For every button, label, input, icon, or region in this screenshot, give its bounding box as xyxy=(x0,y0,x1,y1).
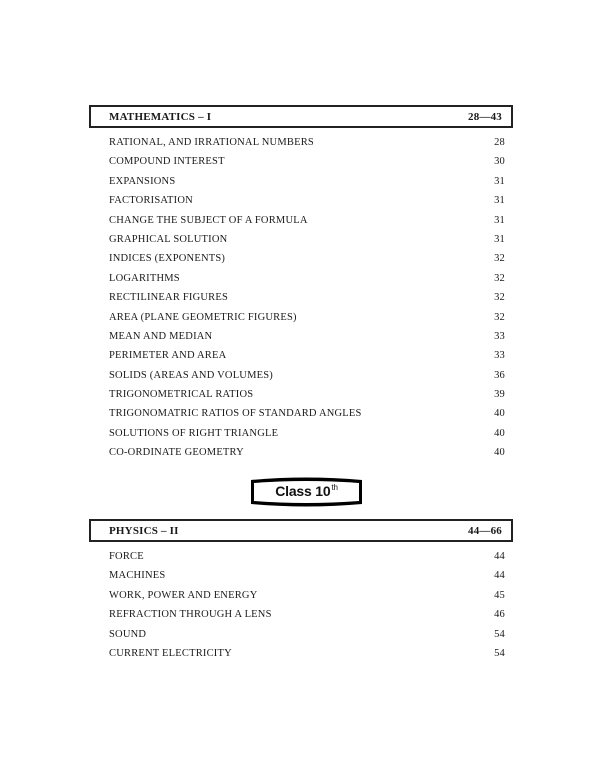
toc-item[interactable] xyxy=(109,312,505,331)
toc-item-page: 54 xyxy=(494,647,505,659)
toc-item-page: 31 xyxy=(494,195,505,207)
banner-superscript: th xyxy=(331,483,338,492)
toc-item-page: 36 xyxy=(494,369,505,381)
toc-item-title: AREA (PLANE GEOMETRIC FIGURES) xyxy=(109,311,297,323)
section-page-range: 28—43 xyxy=(468,111,502,123)
toc-item-page: 44 xyxy=(494,551,505,562)
toc-item-title: WORK, POWER AND ENERGY xyxy=(109,589,258,601)
toc-item[interactable] xyxy=(109,156,505,175)
toc-item-title: CURRENT ELECTRICITY xyxy=(109,647,232,659)
toc-item-title: SOUND xyxy=(109,628,147,640)
toc-item-page: 33 xyxy=(494,330,505,342)
toc-item-page: 32 xyxy=(494,253,505,265)
toc-item-title: EXPANSIONS xyxy=(109,175,176,187)
toc-item[interactable] xyxy=(109,350,505,369)
section-title: PHYSICS – II xyxy=(109,525,179,537)
toc-item-page: 32 xyxy=(494,272,505,284)
toc-item-title: TRIGONOMATRIC RATIOS OF STANDARD ANGLES xyxy=(109,408,362,420)
toc-item[interactable] xyxy=(109,331,505,350)
toc-item[interactable] xyxy=(109,253,505,272)
toc-item[interactable] xyxy=(109,234,505,253)
toc-item-page: 33 xyxy=(494,350,505,362)
toc-item-page: 40 xyxy=(494,427,505,439)
section-title: MATHEMATICS – I xyxy=(109,111,212,123)
section-header-physics xyxy=(89,519,513,542)
toc-item-page: 46 xyxy=(494,609,505,621)
toc-item[interactable] xyxy=(109,590,505,609)
toc-item-title: SOLUTIONS OF RIGHT TRIANGLE xyxy=(109,427,279,439)
toc-item-title: TRIGONOMETRICAL RATIOS xyxy=(109,389,254,401)
toc-item-title: CHANGE THE SUBJECT OF A FORMULA xyxy=(109,214,308,226)
toc-item[interactable] xyxy=(109,215,505,234)
section-header-mathematics xyxy=(89,105,513,128)
toc-item-title: GRAPHICAL SOLUTION xyxy=(109,233,228,245)
toc-item-title: RATIONAL, AND IRRATIONAL NUMBERS xyxy=(109,137,314,148)
toc-item[interactable] xyxy=(109,570,505,589)
toc-item[interactable] xyxy=(109,176,505,195)
toc-item[interactable] xyxy=(109,447,505,466)
toc-item[interactable] xyxy=(109,370,505,389)
toc-item-title: LOGARITHMS xyxy=(109,272,180,284)
toc-list-mathematics xyxy=(109,137,505,467)
toc-item-page: 44 xyxy=(494,570,505,582)
toc-item-page: 31 xyxy=(494,214,505,226)
toc-item[interactable] xyxy=(109,389,505,408)
toc-item-page: 31 xyxy=(494,175,505,187)
toc-item-page: 32 xyxy=(494,292,505,304)
toc-item[interactable] xyxy=(109,292,505,311)
toc-item-page: 39 xyxy=(494,389,505,401)
toc-item[interactable] xyxy=(109,629,505,648)
toc-item-page: 28 xyxy=(494,137,505,148)
toc-item[interactable] xyxy=(109,609,505,628)
toc-item-title: REFRACTION THROUGH A LENS xyxy=(109,609,272,621)
toc-item-page: 54 xyxy=(494,628,505,640)
section-page-range: 44—66 xyxy=(468,525,502,537)
toc-item[interactable] xyxy=(109,273,505,292)
toc-item-title: INDICES (EXPONENTS) xyxy=(109,253,226,265)
toc-item[interactable] xyxy=(109,408,505,427)
banner-text xyxy=(250,483,363,499)
toc-item[interactable] xyxy=(109,648,505,667)
toc-item[interactable] xyxy=(109,195,505,214)
toc-item-title: MACHINES xyxy=(109,570,166,582)
toc-item-page: 31 xyxy=(494,233,505,245)
toc-item-page: 40 xyxy=(494,408,505,420)
class-banner xyxy=(250,476,363,507)
toc-item-title: RECTILINEAR FIGURES xyxy=(109,292,229,304)
toc-item-title: COMPOUND INTEREST xyxy=(109,156,225,168)
toc-item-title: FACTORISATION xyxy=(109,195,193,207)
toc-item-page: 32 xyxy=(494,311,505,323)
toc-item[interactable] xyxy=(109,137,505,156)
toc-item-title: CO-ORDINATE GEOMETRY xyxy=(109,447,244,459)
toc-item-title: FORCE xyxy=(109,551,144,562)
toc-item-title: SOLIDS (AREAS AND VOLUMES) xyxy=(109,369,273,381)
toc-item-title: PERIMETER AND AREA xyxy=(109,350,227,362)
banner-label: Class 10 xyxy=(275,483,331,499)
toc-item-title: MEAN AND MEDIAN xyxy=(109,330,213,342)
toc-item-page: 40 xyxy=(494,447,505,459)
toc-list-physics xyxy=(109,551,505,667)
toc-item[interactable] xyxy=(109,551,505,570)
toc-item-page: 45 xyxy=(494,589,505,601)
toc-item[interactable] xyxy=(109,428,505,447)
toc-item-page: 30 xyxy=(494,156,505,168)
